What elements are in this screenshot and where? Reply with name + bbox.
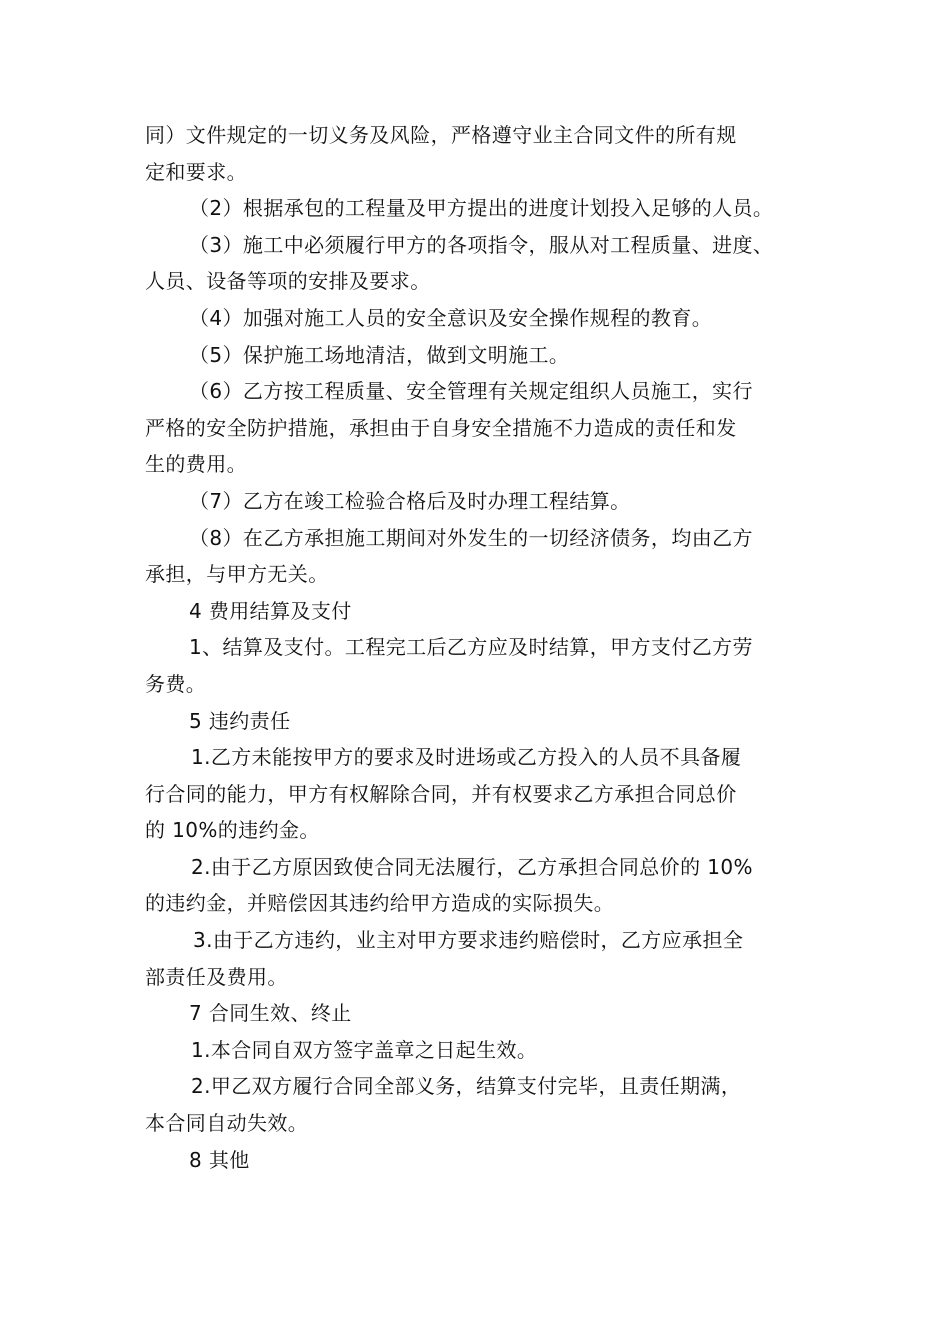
paragraph-line: 3.由于乙方违约，业主对甲方要求违约赔偿时，乙方应承担全 bbox=[193, 928, 744, 953]
document-body bbox=[145, 117, 835, 1178]
paragraph-line: 人员、设备等项的安排及要求。 bbox=[145, 269, 431, 294]
paragraph-line: 1、结算及支付。工程完工后乙方应及时结算，甲方支付乙方劳 bbox=[189, 635, 753, 660]
paragraph-line: （3）施工中必须履行甲方的各项指令，服从对工程质量、进度、 bbox=[189, 232, 774, 257]
section-heading: 5 违约责任 bbox=[189, 708, 291, 733]
paragraph-line: 的 10%的违约金。 bbox=[145, 818, 320, 843]
section-heading: 7 合同生效、终止 bbox=[189, 1001, 352, 1026]
paragraph-line: 同）文件规定的一切义务及风险，严格遵守业主合同文件的所有规 bbox=[145, 123, 737, 147]
paragraph-line: 2.甲乙双方履行合同全部义务，结算支付完毕，且责任期满， bbox=[191, 1074, 742, 1099]
paragraph-line: 务费。 bbox=[145, 671, 207, 696]
paragraph-line: （5）保护施工场地清洁，做到文明施工。 bbox=[189, 342, 570, 367]
paragraph-line: 的违约金，并赔偿因其违约给甲方造成的实际损失。 bbox=[145, 891, 615, 916]
paragraph-line: （8）在乙方承担施工期间对外发生的一切经济债务，均由乙方 bbox=[189, 525, 753, 550]
paragraph-line: 2.由于乙方原因致使合同无法履行，乙方承担合同总价的 10% bbox=[191, 854, 753, 879]
section-heading: 8 其他 bbox=[189, 1147, 250, 1172]
paragraph-line: 承担，与甲方无关。 bbox=[145, 562, 329, 587]
paragraph-line: 1.本合同自双方签字盖章之日起生效。 bbox=[191, 1037, 538, 1062]
paragraph-line: 行合同的能力，甲方有权解除合同，并有权要求乙方承担合同总价 bbox=[145, 781, 737, 806]
paragraph-line: 严格的安全防护措施，承担由于自身安全措施不力造成的责任和发 bbox=[145, 415, 737, 440]
paragraph-line: 部责任及费用。 bbox=[145, 964, 288, 989]
paragraph-line: 生的费用。 bbox=[145, 452, 247, 477]
paragraph-line: 定和要求。 bbox=[145, 159, 247, 184]
paragraph-line: （6）乙方按工程质量、安全管理有关规定组织人员施工，实行 bbox=[189, 379, 753, 404]
paragraph-line: （2）根据承包的工程量及甲方提出的进度计划投入足够的人员。 bbox=[189, 196, 774, 221]
section-heading: 4 费用结算及支付 bbox=[189, 598, 352, 623]
paragraph-line: （7）乙方在竣工检验合格后及时办理工程结算。 bbox=[189, 488, 631, 513]
paragraph-line: 1.乙方未能按甲方的要求及时进场或乙方投入的人员不具备履 bbox=[191, 745, 742, 770]
paragraph-line: （4）加强对施工人员的安全意识及安全操作规程的教育。 bbox=[189, 305, 713, 330]
paragraph-line: 本合同自动失效。 bbox=[145, 1111, 309, 1136]
